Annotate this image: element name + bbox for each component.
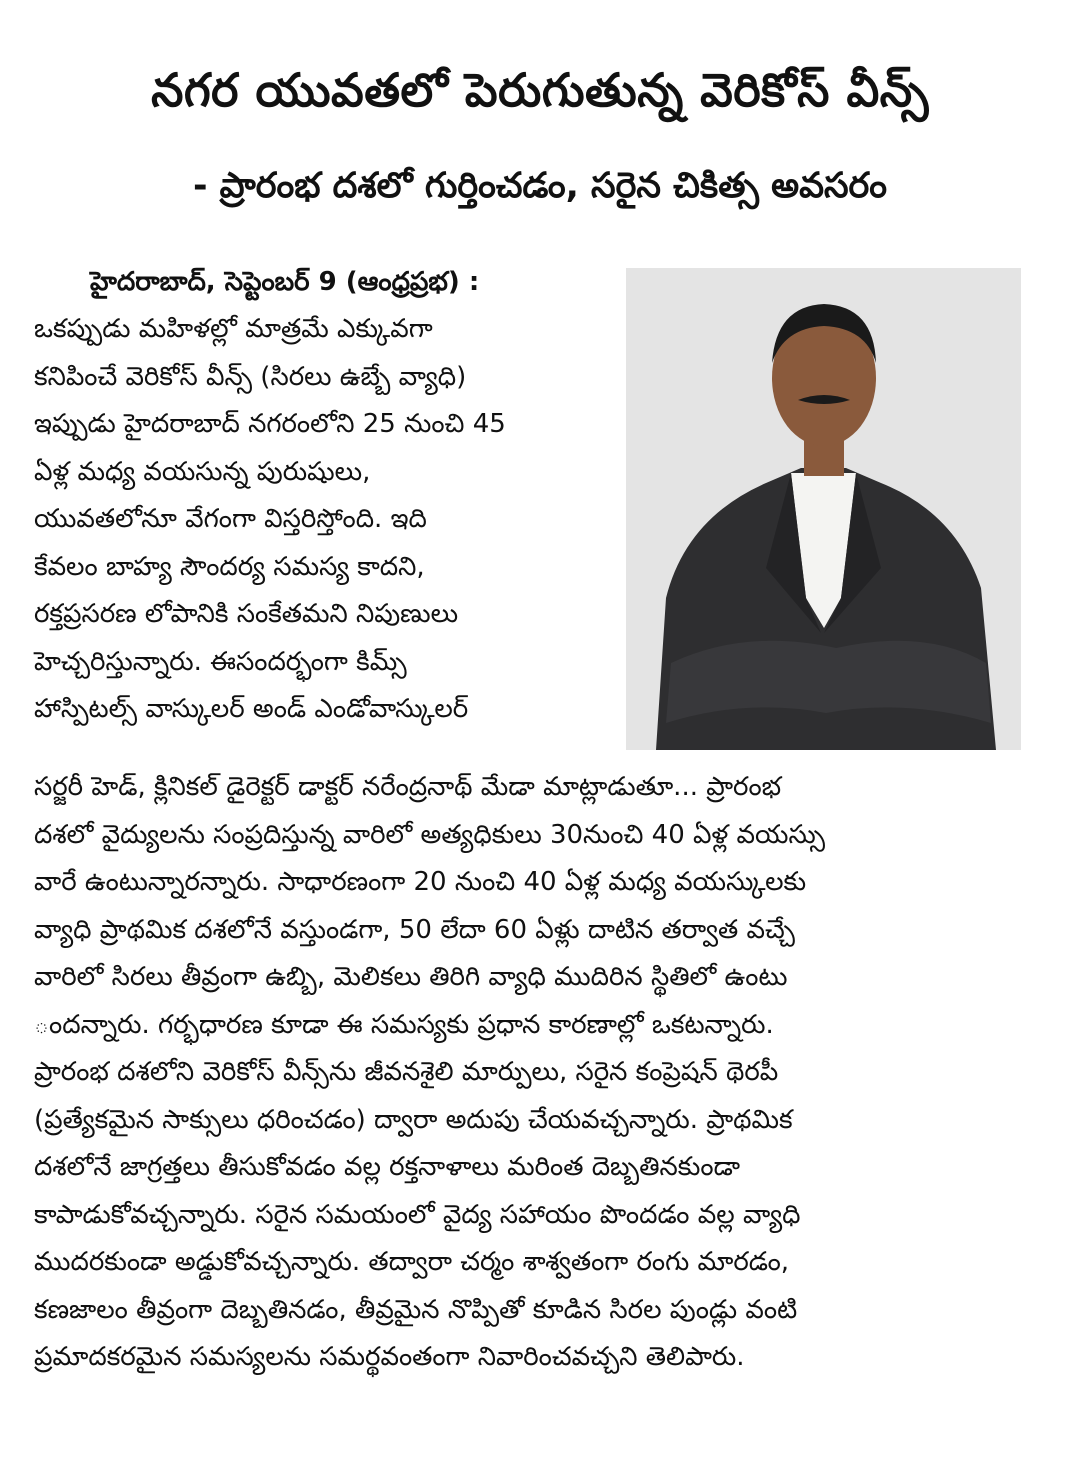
body-line: వ్యాధి ప్రాథమిక దశలోనే వస్తుండగా, 50 లేదా 60 ఏళ్లు దాటిన తర్వాత వచ్చే <box>34 914 795 945</box>
body-line: హాస్పిటల్స్ వాస్కులర్ అండ్ ఎండోవాస్కులర్ <box>34 694 469 724</box>
body-line: ఇప్పుడు హైదరాబాద్ నగరంలోని 25 నుంచి 45 <box>34 409 506 439</box>
dateline <box>90 262 479 302</box>
article-photo <box>626 268 1021 750</box>
body-line: కేవలం బాహ్య సౌందర్య సమస్య కాదని, <box>34 551 425 582</box>
dateline-place: హైదరాబాద్, సెప్టెంబర్ 9 (ఆంధ్రప్రభ) : <box>90 267 480 297</box>
body-line: దశలో వైద్యులను సంప్రదిస్తున్న వారిలో అత్యధికులు 30నుంచి 40 ఏళ్ల వయస్సు <box>34 819 826 850</box>
body-line: హెచ్చరిస్తున్నారు. ఈసందర్భంగా కిమ్స్ <box>34 646 407 677</box>
body-line: యువతలోనూ వేగంగా విస్తరిస్తోంది. ఇది <box>34 504 427 534</box>
body-line: ప్రమాదకరమైన సమస్యలను సమర్థవంతంగా నివారించవచ్చని తెలిపారు. <box>34 1342 745 1372</box>
body-line: ప్రారంభ దశలోని వెరికోస్ వీన్స్‌ను జీవనశైలి మార్పులు, సరైన కంప్రెషన్ థెరపీ <box>34 1057 779 1087</box>
article-body-narrow <box>34 306 614 734</box>
body-line: ఒకప్పుడు మహిళల్లో మాత్రమే ఎక్కువగా <box>34 314 433 344</box>
body-line: వారే ఉంటున్నారన్నారు. సాధారణంగా 20 నుంచి 40 ఏళ్ల మధ్య వయస్కులకు <box>34 867 807 897</box>
body-line: వారిలో సిరలు తీవ్రంగా ఉబ్బి, మెలికలు తిరిగి వ్యాధి ముదిరిన స్థితిలో ఉంటు <box>34 962 788 992</box>
body-line: ందన్నారు. గర్భధారణ కూడా ఈ సమస్యకు ప్రధాన కారణాల్లో ఒకటన్నారు. <box>34 1009 774 1040</box>
body-line: సర్జరీ హెడ్, క్లినికల్ డైరెక్టర్ డాక్టర్ నరేంద్రనాథ్ మేడా మాట్లాడుతూ... ప్రారంభ <box>34 772 782 802</box>
body-line: రక్తప్రసరణ లోపానికి సంకేతమని నిపుణులు <box>34 599 459 629</box>
body-line: కాపాడుకోవచ్చన్నారు. సరైన సమయంలో వైద్య సహాయం పొందడం వల్ల వ్యాధి <box>34 1199 801 1230</box>
body-line: కణజాలం తీవ్రంగా దెబ్బతినడం, తీవ్రమైన నొప్పితో కూడిన సిరల పుండ్లు వంటి <box>34 1294 798 1325</box>
body-line: దశలోనే జాగ్రత్తలు తీసుకోవడం వల్ల రక్తనాళాలు మరింత దెబ్బతినకుండా <box>34 1152 741 1182</box>
body-line: ఏళ్ల మధ్య వయసున్న పురుషులు, <box>34 456 371 487</box>
article-body-wide <box>34 764 1044 1382</box>
body-line: (ప్రత్యేకమైన సాక్సులు ధరించడం) ద్వారా అదుపు చేయవచ్చన్నారు. ప్రాథమిక <box>34 1104 793 1135</box>
article-subheadline: - ప్రారంభ దశలో గుర్తించడం, సరైన చికిత్స అవసరం <box>192 166 888 206</box>
body-line: కనిపించే వెరికోస్ వీన్స్ (సిరలు ఉబ్బే వ్యాధి) <box>34 361 467 392</box>
crossed-arms <box>666 641 991 723</box>
article-headline: నగర యువతలో పెరుగుతున్న వెరికోస్ వీన్స్ <box>151 63 929 117</box>
body-line: ముదరకుండా అడ్డుకోవచ్చన్నారు. తద్వారా చర్మం శాశ్వతంగా రంగు మారడం, <box>34 1247 790 1277</box>
